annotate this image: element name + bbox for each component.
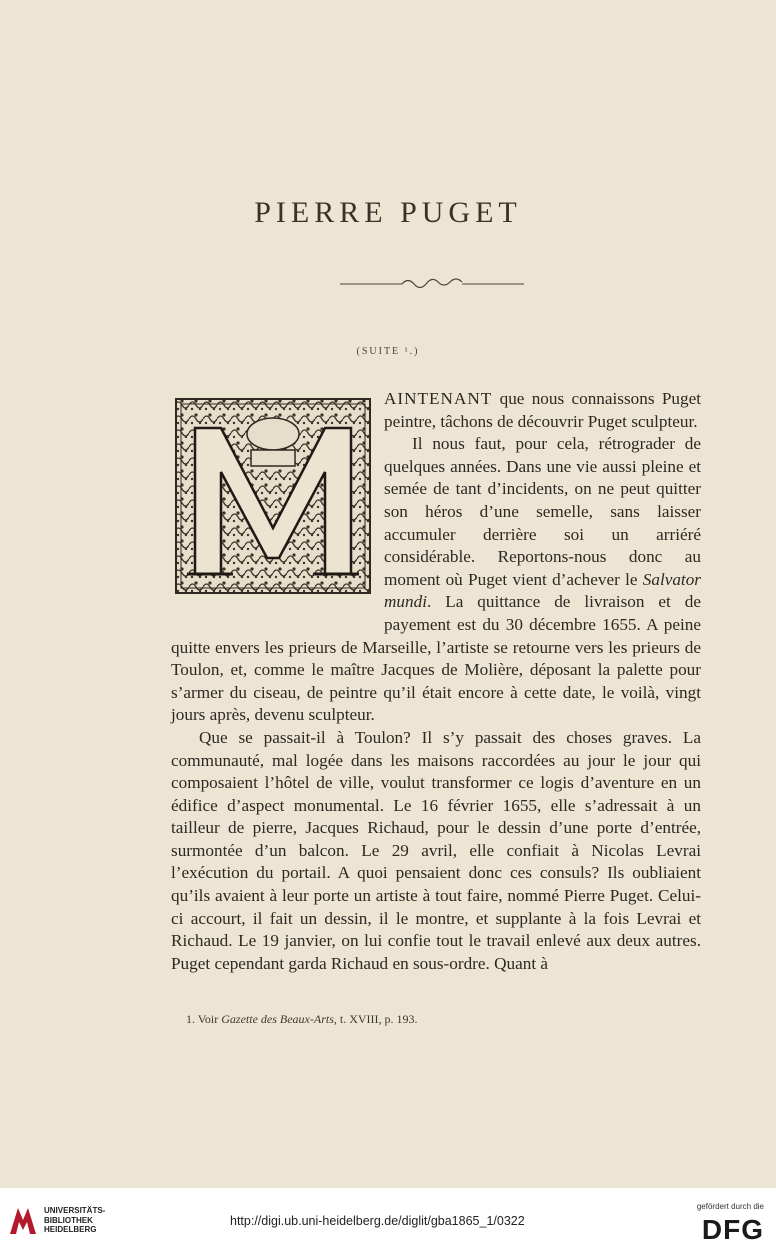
digitization-footer (0, 1188, 776, 1255)
artwork-title: Salvator mundi (384, 569, 701, 612)
opening-word: AINTENANT (384, 389, 493, 408)
suite-label: (SUITE ¹.) (356, 346, 420, 357)
paragraph-3: Que se passait-il à Toulon? Il s’y passait des choses graves. La communauté, mal logée dans les maisons raccordées au jour le jour qui composaient l’hôtel de ville, voulut transformer ce logis d’aventure en un édifice d’aspect monumental. Le 16 février 1655, elle s’adressait à un tailleur de pierre, Jacques Richaud, pour le dessin d’une porte d’entrée, surmontée d’un balcon. Le 29 avril, elle confiait à Nicolas Levrai l’exécution du portail. A quoi pensaient donc ces consuls? Ils oubliaient qu’ils avaient à leur porte un artiste à tout faire, nommé Pierre Puget. Celui-ci accourt, il fait un dessin, il le montre, et supplante à la fois Levrai et Richaud. Le 19 janvier, on lui confie tout le travail enlevé aux deux autres. Puget cependant garda Richaud en sous-ordre. Quant à (171, 727, 701, 973)
footnote: 1. Voir Gazette des Beaux-Arts, t. XVIII, p. 193. (186, 1012, 418, 1026)
library-name: UNIVERSITÄTS- BIBLIOTHEK HEIDELBERG (44, 1206, 106, 1234)
paragraph-1: AINTENANT que nous connaissons Puget peintre, tâchons de découvrir Puget sculpteur. (384, 389, 701, 431)
page-title: PIERRE PUGET (254, 196, 522, 229)
dfg-logo: DFG (701, 1214, 764, 1245)
ornament-divider-icon (340, 276, 524, 292)
body-text (171, 388, 701, 975)
source-url-link[interactable]: http://digi.ub.uni-heidelberg.de/diglit/gba1865_1/0322 (230, 1214, 525, 1228)
paragraph-2: Il nous faut, pour cela, rétrograder de quelques années. Dans une vie aussi pleine et semée de tant d’incidents, on ne peut quitter son héros d’une semelle, sans laisser accumuler derrière soi un arriéré considérable. Reportons-nous donc au moment où Puget vient d’achever le Salvator mundi. La quittance de livraison et de payement est du 30 décembre 1655. A peine quitte envers les prieurs de Marseille, l’artiste se retourne vers les prieurs de Toulon, et, comme le maître Jacques de Molière, déposant la palette pour s’armer du ciseau, de peintre qu’il était encore à cette date, le voilà, vingt jours après, devenu sculpteur. (171, 434, 701, 725)
funding-note: gefördert durch die (696, 1202, 764, 1211)
dropcap-space (171, 388, 384, 614)
university-library-logo-icon (8, 1204, 38, 1238)
